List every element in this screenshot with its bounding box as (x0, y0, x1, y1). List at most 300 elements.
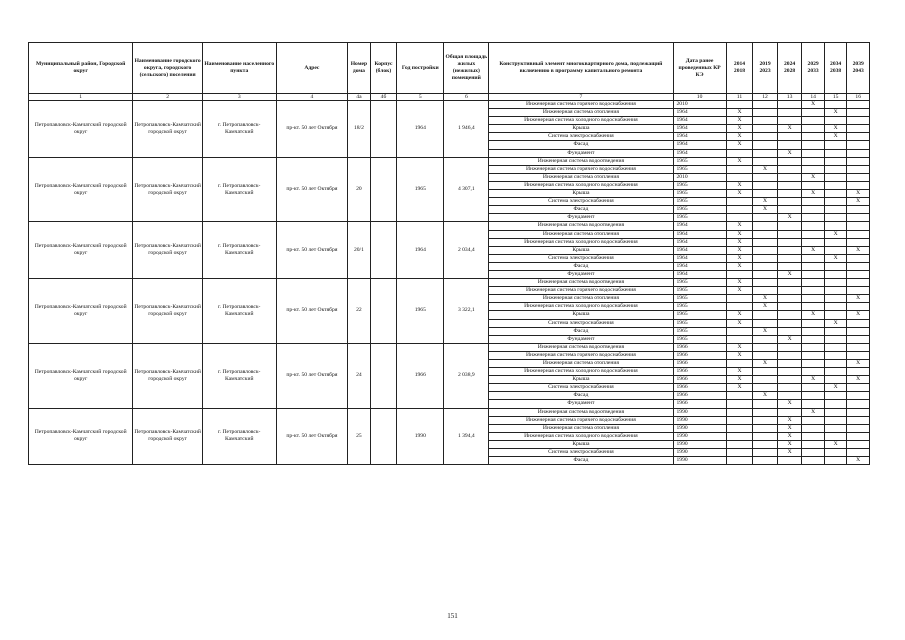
table-row (29, 343, 870, 351)
period-mark: X (726, 343, 753, 351)
element-prev-repair-date: 1964 (673, 270, 726, 278)
element-name: Инженерная система водоотведения (489, 222, 673, 230)
period-mark (802, 449, 825, 457)
period-mark (824, 173, 847, 181)
header-house-number: Номер дома (348, 43, 371, 94)
period-mark (802, 457, 825, 465)
period-mark (802, 270, 825, 278)
period-mark (753, 262, 778, 270)
period-mark (753, 214, 778, 222)
period-mark: X (802, 246, 825, 254)
house-address: пр-кт. 50 лет Октября (276, 279, 348, 344)
period-mark (777, 254, 802, 262)
element-name: Инженерная система холодного водоснабжения (489, 181, 673, 189)
period-mark (753, 400, 778, 408)
house-settlement: Петропавловск-Камчатский городской округ (133, 279, 203, 344)
element-name: Система электроснабжения (489, 198, 673, 206)
element-prev-repair-date: 1990 (673, 416, 726, 424)
period-mark: X (777, 424, 802, 432)
period-mark (777, 181, 802, 189)
house-number: 20/1 (348, 222, 371, 279)
period-mark (777, 303, 802, 311)
element-prev-repair-date: 1965 (673, 327, 726, 335)
period-mark (802, 117, 825, 125)
period-mark (824, 351, 847, 359)
period-mark (847, 319, 870, 327)
period-mark (777, 198, 802, 206)
period-mark (777, 287, 802, 295)
table-row (29, 101, 870, 109)
element-prev-repair-date: 2010 (673, 101, 726, 109)
element-name: Инженерная система горячего водоснабжения (489, 101, 673, 109)
element-prev-repair-date: 1964 (673, 133, 726, 141)
period-mark (847, 101, 870, 109)
period-mark (824, 262, 847, 270)
period-mark (726, 303, 753, 311)
element-name: Система электроснабжения (489, 384, 673, 392)
element-name: Фасад (489, 327, 673, 335)
period-mark (777, 157, 802, 165)
period-mark: X (726, 190, 753, 198)
period-mark: X (777, 432, 802, 440)
column-number: 7 (489, 94, 673, 101)
period-mark (847, 125, 870, 133)
header-settlement: Наименование городского округа, городского (сельского) поселения (133, 43, 203, 94)
period-mark: X (753, 303, 778, 311)
period-mark (777, 343, 802, 351)
house-number: 18/2 (348, 101, 371, 158)
element-name: Фасад (489, 206, 673, 214)
period-mark (802, 319, 825, 327)
period-mark (802, 230, 825, 238)
house-district: Петропавловск-Камчатский городской округ (29, 157, 133, 222)
period-mark (847, 238, 870, 246)
column-number: 6 (444, 94, 489, 101)
period-mark (847, 392, 870, 400)
element-prev-repair-date: 1966 (673, 392, 726, 400)
header-prev-repair: Дата ранее проведенных КР КЭ (673, 43, 726, 94)
period-mark (802, 214, 825, 222)
element-name: Инженерная система отопления (489, 230, 673, 238)
period-mark (726, 173, 753, 181)
element-prev-repair-date: 1965 (673, 279, 726, 287)
element-name: Крыша (489, 311, 673, 319)
element-name: Система электроснабжения (489, 449, 673, 457)
period-mark (802, 198, 825, 206)
period-mark: X (753, 198, 778, 206)
period-mark (847, 368, 870, 376)
period-mark (753, 449, 778, 457)
period-mark (753, 319, 778, 327)
house-area: 1 946,4 (444, 101, 489, 158)
period-mark: X (726, 311, 753, 319)
period-mark (847, 141, 870, 149)
house-district: Петропавловск-Камчатский городской округ (29, 343, 133, 408)
period-mark (777, 360, 802, 368)
period-mark (847, 440, 870, 448)
period-mark: X (726, 287, 753, 295)
period-mark: X (726, 109, 753, 117)
period-mark (824, 181, 847, 189)
element-name: Инженерная система горячего водоснабжения (489, 351, 673, 359)
period-mark (753, 343, 778, 351)
period-mark (777, 262, 802, 270)
period-mark (777, 222, 802, 230)
period-mark (847, 165, 870, 173)
period-mark (824, 270, 847, 278)
period-mark (753, 351, 778, 359)
period-mark (824, 303, 847, 311)
house-settlement: Петропавловск-Камчатский городской округ (133, 157, 203, 222)
period-mark (847, 279, 870, 287)
period-mark (802, 368, 825, 376)
period-mark (802, 141, 825, 149)
period-mark (802, 262, 825, 270)
header-period: 2029 2033 (802, 43, 825, 94)
period-mark (753, 424, 778, 432)
period-mark (726, 360, 753, 368)
house-year: 1965 (397, 279, 444, 344)
period-mark (802, 416, 825, 424)
period-mark: X (802, 376, 825, 384)
period-mark: X (824, 230, 847, 238)
period-mark (824, 295, 847, 303)
house-year: 1966 (397, 343, 444, 408)
element-prev-repair-date: 1964 (673, 149, 726, 157)
house-number: 24 (348, 343, 371, 408)
element-name: Инженерная система холодного водоснабжения (489, 303, 673, 311)
period-mark (777, 165, 802, 173)
period-mark (726, 408, 753, 416)
period-mark (777, 238, 802, 246)
element-prev-repair-date: 1966 (673, 351, 726, 359)
table-row (29, 279, 870, 287)
header-period: 2034 2038 (824, 43, 847, 94)
element-prev-repair-date: 1966 (673, 360, 726, 368)
column-number: 16 (847, 94, 870, 101)
period-mark: X (726, 376, 753, 384)
period-mark (824, 343, 847, 351)
period-mark: X (726, 279, 753, 287)
house-year: 1964 (397, 101, 444, 158)
column-number: 1 (29, 94, 133, 101)
house-settlement: Петропавловск-Камчатский городской округ (133, 222, 203, 279)
period-mark (726, 449, 753, 457)
element-name: Фасад (489, 141, 673, 149)
house-area: 2 034,4 (444, 222, 489, 279)
house-address: пр-кт. 50 лет Октября (276, 101, 348, 158)
period-mark (847, 206, 870, 214)
element-name: Фасад (489, 262, 673, 270)
period-mark (753, 368, 778, 376)
period-mark (847, 109, 870, 117)
period-mark (753, 173, 778, 181)
element-name: Фундамент (489, 400, 673, 408)
period-mark (824, 432, 847, 440)
period-mark (824, 206, 847, 214)
period-mark: X (726, 230, 753, 238)
period-mark (824, 279, 847, 287)
period-mark: X (753, 165, 778, 173)
period-mark (802, 125, 825, 133)
period-mark (802, 432, 825, 440)
period-mark: X (726, 157, 753, 165)
table-body (29, 94, 870, 465)
period-mark (824, 400, 847, 408)
period-mark (753, 133, 778, 141)
period-mark: X (777, 125, 802, 133)
period-mark (847, 343, 870, 351)
house-number: 20 (348, 157, 371, 222)
period-mark (847, 416, 870, 424)
header-district: Муниципальный район, Городской округ (29, 43, 133, 94)
period-mark: X (847, 246, 870, 254)
period-mark: X (726, 117, 753, 125)
period-mark (824, 392, 847, 400)
period-mark: X (753, 392, 778, 400)
period-mark (802, 335, 825, 343)
period-mark (777, 133, 802, 141)
period-mark (824, 101, 847, 109)
period-mark (726, 206, 753, 214)
period-mark (726, 440, 753, 448)
element-prev-repair-date: 1964 (673, 254, 726, 262)
period-mark (824, 327, 847, 335)
period-mark: X (824, 133, 847, 141)
element-name: Крыша (489, 246, 673, 254)
period-mark (726, 424, 753, 432)
period-mark: X (847, 198, 870, 206)
house-building (370, 343, 397, 408)
element-prev-repair-date: 1965 (673, 335, 726, 343)
header-period: 2014 2018 (726, 43, 753, 94)
column-number: 10 (673, 94, 726, 101)
element-name: Инженерная система водоотведения (489, 343, 673, 351)
period-mark (824, 360, 847, 368)
period-mark (847, 432, 870, 440)
period-mark: X (777, 149, 802, 157)
period-mark (847, 351, 870, 359)
period-mark (847, 117, 870, 125)
period-mark: X (726, 384, 753, 392)
period-mark (753, 190, 778, 198)
period-mark (802, 254, 825, 262)
element-name: Крыша (489, 125, 673, 133)
period-mark (802, 279, 825, 287)
element-name: Инженерная система отопления (489, 109, 673, 117)
element-prev-repair-date: 1965 (673, 206, 726, 214)
period-mark (824, 157, 847, 165)
period-mark: X (847, 360, 870, 368)
element-name: Фундамент (489, 149, 673, 157)
element-prev-repair-date: 1964 (673, 222, 726, 230)
period-mark: X (726, 319, 753, 327)
column-number: 13 (777, 94, 802, 101)
element-prev-repair-date: 1990 (673, 440, 726, 448)
period-mark (802, 133, 825, 141)
period-mark (753, 384, 778, 392)
period-mark (777, 368, 802, 376)
period-mark (847, 287, 870, 295)
period-mark: X (777, 416, 802, 424)
table-row (29, 408, 870, 416)
period-mark (802, 400, 825, 408)
header-period: 2039 2043 (847, 43, 870, 94)
element-name: Фасад (489, 457, 673, 465)
period-mark (824, 287, 847, 295)
period-mark (847, 384, 870, 392)
element-prev-repair-date: 1966 (673, 368, 726, 376)
period-mark (847, 400, 870, 408)
period-mark (847, 230, 870, 238)
period-mark: X (726, 133, 753, 141)
period-mark (777, 295, 802, 303)
period-mark: X (726, 254, 753, 262)
period-mark (726, 270, 753, 278)
house-locality: г. Петропавловск-Камчатский (202, 408, 276, 465)
period-mark (753, 270, 778, 278)
period-mark (824, 198, 847, 206)
house-address: пр-кт. 50 лет Октября (276, 157, 348, 222)
element-name: Крыша (489, 440, 673, 448)
period-mark (847, 262, 870, 270)
header-element: Конструктивный элемент многоквартирного дома, подлежащий включению в программу капитального ремонта (489, 43, 673, 94)
period-mark: X (753, 360, 778, 368)
period-mark (847, 424, 870, 432)
period-mark (726, 327, 753, 335)
table-row (29, 222, 870, 230)
period-mark (847, 327, 870, 335)
house-settlement: Петропавловск-Камчатский городской округ (133, 343, 203, 408)
period-mark: X (726, 368, 753, 376)
element-name: Инженерная система холодного водоснабжения (489, 238, 673, 246)
period-mark (777, 101, 802, 109)
period-mark (824, 214, 847, 222)
period-mark (753, 376, 778, 384)
period-mark (753, 246, 778, 254)
element-prev-repair-date: 1966 (673, 343, 726, 351)
element-prev-repair-date: 1966 (673, 384, 726, 392)
period-mark (824, 408, 847, 416)
period-mark (847, 157, 870, 165)
period-mark: X (753, 206, 778, 214)
period-mark (847, 181, 870, 189)
period-mark (753, 254, 778, 262)
period-mark (777, 376, 802, 384)
element-prev-repair-date: 1965 (673, 190, 726, 198)
column-number: 5 (397, 94, 444, 101)
element-prev-repair-date: 1990 (673, 457, 726, 465)
element-prev-repair-date: 1965 (673, 198, 726, 206)
column-number: 2 (133, 94, 203, 101)
period-mark (802, 109, 825, 117)
period-mark (847, 133, 870, 141)
period-mark (802, 149, 825, 157)
period-mark: X (777, 335, 802, 343)
period-mark (726, 432, 753, 440)
column-number-row (29, 94, 870, 101)
element-name: Инженерная система холодного водоснабжения (489, 117, 673, 125)
period-mark: X (777, 270, 802, 278)
period-mark: X (726, 222, 753, 230)
period-mark (847, 408, 870, 416)
house-number: 22 (348, 279, 371, 344)
house-address: пр-кт. 50 лет Октября (276, 408, 348, 465)
element-prev-repair-date: 1965 (673, 165, 726, 173)
element-prev-repair-date: 1990 (673, 408, 726, 416)
column-number: 4б (370, 94, 397, 101)
period-mark (824, 190, 847, 198)
period-mark (777, 230, 802, 238)
house-district: Петропавловск-Камчатский городской округ (29, 101, 133, 158)
element-prev-repair-date: 1965 (673, 287, 726, 295)
element-name: Инженерная система отопления (489, 173, 673, 181)
element-prev-repair-date: 1964 (673, 125, 726, 133)
element-prev-repair-date: 1964 (673, 262, 726, 270)
house-district: Петропавловск-Камчатский городской округ (29, 408, 133, 465)
period-mark: X (726, 238, 753, 246)
element-prev-repair-date: 1964 (673, 117, 726, 125)
house-settlement: Петропавловск-Камчатский городской округ (133, 101, 203, 158)
period-mark (824, 335, 847, 343)
element-prev-repair-date: 1965 (673, 181, 726, 189)
house-building (370, 279, 397, 344)
period-mark (777, 351, 802, 359)
period-mark (753, 125, 778, 133)
house-locality: г. Петропавловск-Камчатский (202, 157, 276, 222)
period-mark (753, 440, 778, 448)
house-number: 25 (348, 408, 371, 465)
period-mark (777, 141, 802, 149)
period-mark (847, 449, 870, 457)
house-year: 1990 (397, 408, 444, 465)
house-address: пр-кт. 50 лет Октября (276, 222, 348, 279)
element-prev-repair-date: 1964 (673, 230, 726, 238)
period-mark (802, 440, 825, 448)
house-address: пр-кт. 50 лет Октября (276, 343, 348, 408)
period-mark: X (777, 440, 802, 448)
period-mark (824, 141, 847, 149)
element-name: Инженерная система водоотведения (489, 279, 673, 287)
period-mark: X (847, 311, 870, 319)
period-mark (753, 230, 778, 238)
period-mark (802, 222, 825, 230)
period-mark (753, 149, 778, 157)
period-mark (726, 101, 753, 109)
period-mark: X (802, 101, 825, 109)
capital-repair-table (28, 42, 870, 465)
period-mark: X (824, 125, 847, 133)
period-mark: X (726, 262, 753, 270)
period-mark: X (847, 376, 870, 384)
period-mark: X (726, 246, 753, 254)
element-prev-repair-date: 2010 (673, 173, 726, 181)
period-mark: X (726, 181, 753, 189)
element-name: Фасад (489, 392, 673, 400)
element-name: Крыша (489, 376, 673, 384)
element-name: Инженерная система горячего водоснабжения (489, 165, 673, 173)
period-mark (753, 457, 778, 465)
column-number: 14 (802, 94, 825, 101)
period-mark (824, 238, 847, 246)
element-name: Инженерная система водоотведения (489, 408, 673, 416)
period-mark: X (824, 440, 847, 448)
period-mark (824, 246, 847, 254)
period-mark (777, 206, 802, 214)
element-prev-repair-date: 1965 (673, 157, 726, 165)
house-locality: г. Петропавловск-Камчатский (202, 279, 276, 344)
period-mark (726, 400, 753, 408)
